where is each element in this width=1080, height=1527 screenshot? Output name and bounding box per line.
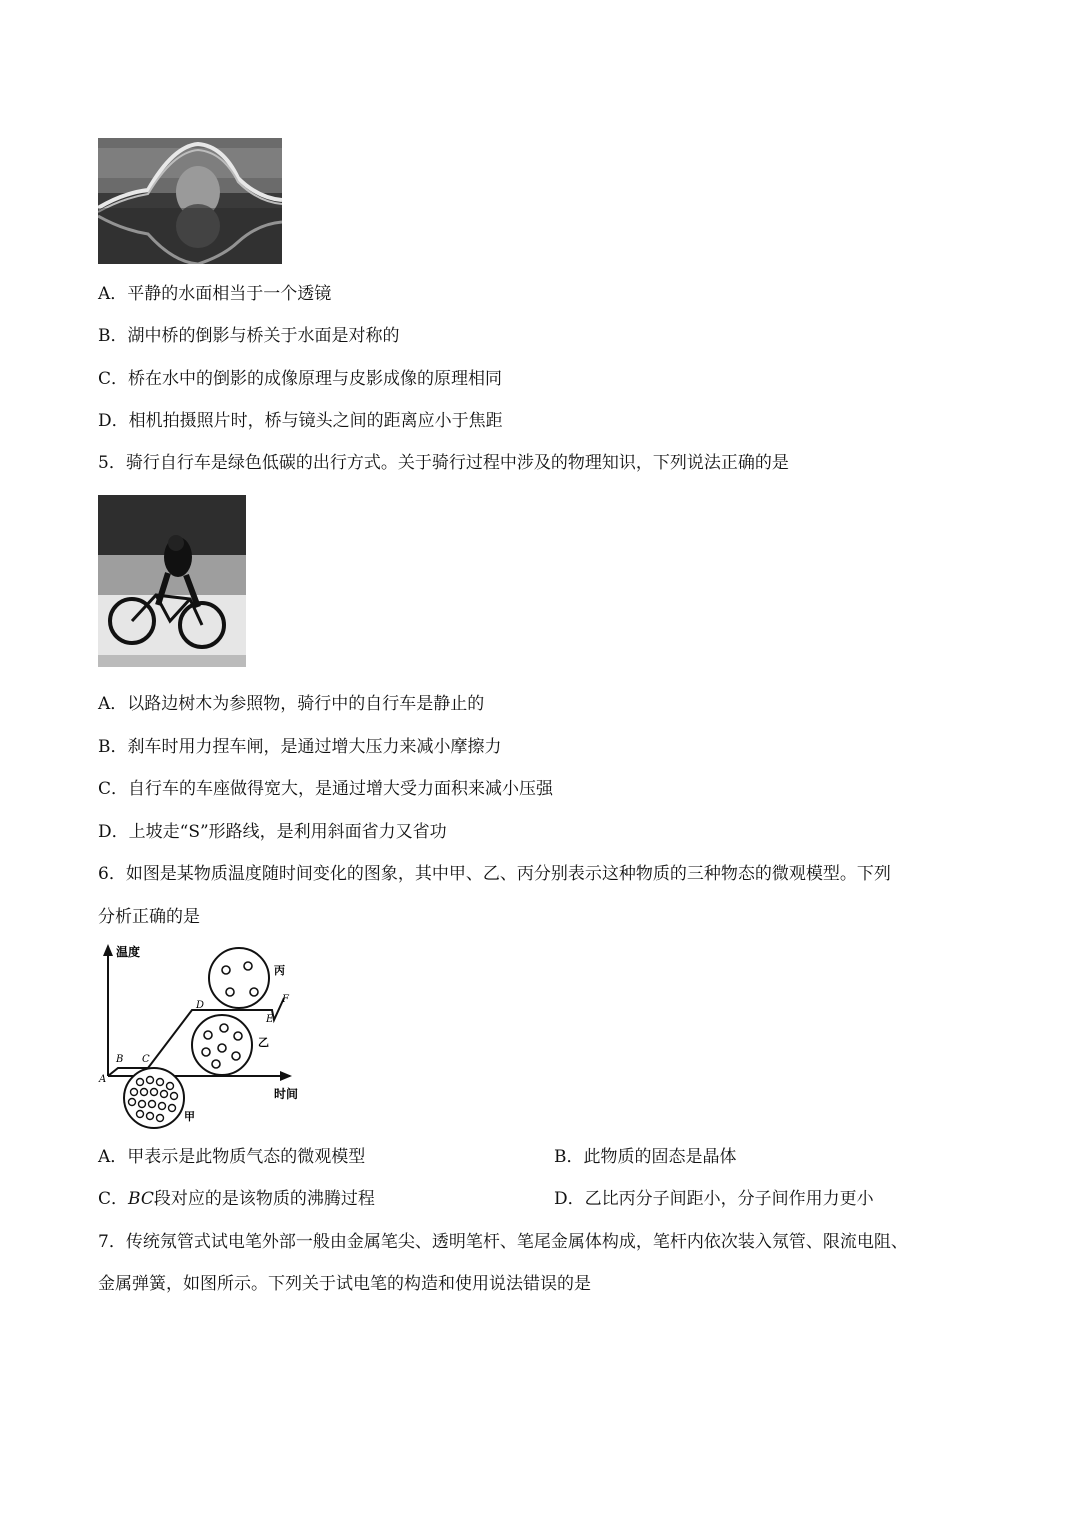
q6-option-b: B．此物质的固态是晶体 <box>554 1147 737 1167</box>
q6-option-c-italic: BC <box>128 1189 154 1209</box>
model-jia-label: 甲 <box>184 1110 195 1123</box>
y-axis-arrow <box>103 944 113 956</box>
model-bing-label: 丙 <box>274 964 285 977</box>
point-label-d: D <box>196 1000 205 1011</box>
q6-option-c-rest: 段对应的是该物质的沸腾过程 <box>153 1189 375 1209</box>
q6-option-d: D．乙比丙分子间距小，分子间作用力更小 <box>554 1189 874 1209</box>
q4-option-d: D．相机拍摄照片时，桥与镜头之间的距离应小于焦距 <box>98 411 503 431</box>
temperature-time-graph <box>96 940 310 1130</box>
q5-option-a: A．以路边树木为参照物，骑行中的自行车是静止的 <box>98 694 485 714</box>
model-yi-label: 乙 <box>258 1036 269 1049</box>
q7-stem-line2: 金属弹簧，如图所示。下列关于试电笔的构造和使用说法错误的是 <box>98 1274 591 1294</box>
point-label-a: A <box>99 1074 107 1085</box>
y-axis-label: 温度 <box>116 945 141 959</box>
q5-stem: 5．骑行自行车是绿色低碳的出行方式。关于骑行过程中涉及的物理知识，下列说法正确的是 <box>98 453 789 473</box>
q6-option-c-prefix: C． <box>98 1189 129 1209</box>
model-bing-circle <box>209 948 269 1008</box>
x-axis-label: 时间 <box>274 1087 299 1101</box>
q6-stem-line1: 6．如图是某物质温度随时间变化的图象，其中甲、乙、丙分别表示这种物质的三种物态的微观模型。下列 <box>98 864 891 884</box>
point-label-b: B <box>116 1054 124 1065</box>
q6-stem-line2: 分析正确的是 <box>98 907 200 927</box>
q5-option-c: C．自行车的车座做得宽大，是通过增大受力面积来减小压强 <box>98 779 554 799</box>
point-label-c: C <box>142 1054 150 1065</box>
x-axis-arrow <box>280 1071 292 1081</box>
point-label-f: F <box>282 994 289 1005</box>
q4-option-b: B．湖中桥的倒影与桥关于水面是对称的 <box>98 326 400 346</box>
q5-option-b: B．刹车时用力捏车闸，是通过增大压力来减小摩擦力 <box>98 737 502 757</box>
q6-option-c <box>98 1187 375 1211</box>
q4-option-a: A．平静的水面相当于一个透镜 <box>98 284 332 304</box>
q4-option-c: C．桥在水中的倒影的成像原理与皮影成像的原理相同 <box>98 369 503 389</box>
cyclist-photo <box>98 495 246 667</box>
q7-stem-line1: 7．传统氖管式试电笔外部一般由金属笔尖、透明笔杆、笔尾金属体构成，笔杆内依次装入氖管、限流电阻、 <box>98 1232 908 1252</box>
point-label-e: E <box>266 1014 274 1025</box>
q6-option-a: A．甲表示是此物质气态的微观模型 <box>98 1147 366 1167</box>
bridge-reflection-photo <box>98 138 282 264</box>
q5-option-d: D．上坡走“S”形路线，是利用斜面省力又省功 <box>98 822 447 842</box>
